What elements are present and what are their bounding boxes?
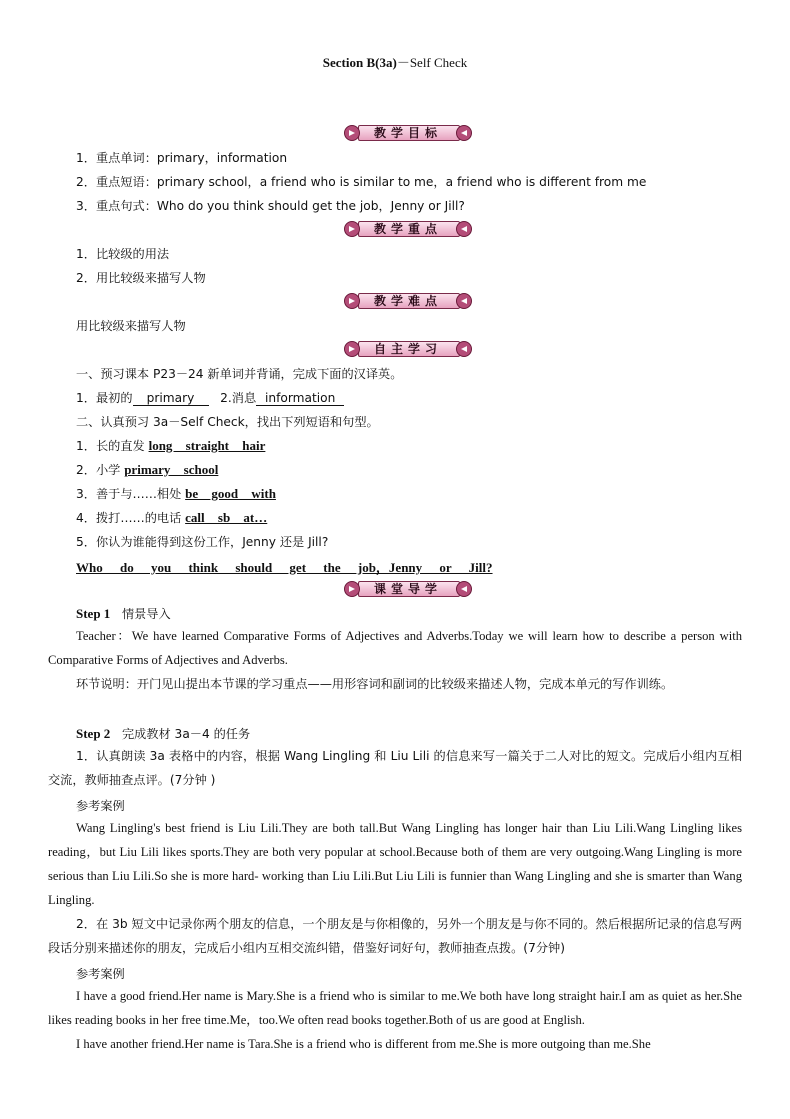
goal-1: 1．重点单词：primary，information	[76, 151, 288, 165]
goal-2: 2．重点短语：primary school，a friend who is similar to me，a friend who is different from me	[76, 175, 647, 189]
phrase-3	[76, 485, 276, 502]
difficulty-text: 用比较级来描写人物	[76, 319, 186, 333]
question-5: 5．你认为谁能得到这份工作，Jenny 还是 Jill?	[76, 535, 329, 549]
phrase-1	[76, 437, 265, 454]
banner-key-points	[344, 219, 472, 237]
vocab-2-answer: information	[256, 391, 344, 406]
title-bold: Section B(3a)	[322, 55, 397, 70]
phrase-2-label: 2．小学	[76, 463, 121, 477]
phrase-2-answer: primary school	[124, 462, 219, 477]
phrase-4	[76, 509, 267, 526]
ref1-label: 参考案例	[76, 799, 125, 813]
phrase-4-label: 4．拨打……的电话	[76, 511, 182, 525]
phrase-3-answer: be good with	[185, 486, 276, 501]
ref2-text-b: I have another friend.Her name is Tara.She is a friend who is different from me.She is more outgoing than me.She	[76, 1037, 651, 1051]
vocab-line	[76, 389, 344, 406]
banner-difficulties	[344, 291, 472, 309]
self-study-part1: 一、预习课本 P23－24 新单词并背诵，完成下面的汉译英。	[76, 367, 403, 381]
key-point-1: 1．比较级的用法	[76, 247, 170, 261]
vocab-1-answer: primary	[133, 391, 209, 406]
goal-3: 3．重点句式：Who do you think should get the job，Jenny or Jill?	[76, 199, 465, 213]
phrase-3-label: 3．善于与……相处	[76, 487, 182, 501]
ref1-text: Wang Lingling's best friend is Liu Lili.They are both tall.But Wang Lingling has longer hair than Liu Lili.Wang Lingling likes reading，but Liu Lili likes sports.They are both very popular at school.Because both of them are very outgoing.Wang Lingling is more serious than Liu Lili.So she is more hard- working than Liu Lili.But Liu Lili is funnier than Wang Lingling and she is smarter than Wang Lingling.	[48, 821, 743, 907]
ref2-text-a: I have a good friend.Her name is Mary.She is a friend who is similar to me.We both have long straight hair.I am as quiet as her.She likes reading books in her free time.Me，too.We often read books together.Both of us are good at English.	[48, 989, 742, 1027]
banner-self-study	[344, 339, 472, 357]
ref2-label: 参考案例	[76, 967, 125, 981]
banner-difficulties-label: 教学难点	[373, 294, 442, 308]
phrase-1-answer: long straight hair	[148, 438, 266, 453]
banner-goals-label: 教学目标	[373, 126, 442, 140]
banner-classroom	[344, 579, 472, 597]
question-5-answer: Who do you think should get the job，Jenny or Jill?	[76, 560, 493, 575]
step2-task2: 2．在 3b 短文中记录你两个朋友的信息，一个朋友是与你相像的，另外一个朋友是与你不同的。然后根据所记录的信息写两段话分别来描述你的朋友，完成后小组内互相交流纠错，借鉴好词好句，教师抽查点拨。(7分钟)	[48, 917, 742, 955]
self-study-part2: 二、认真预习 3a－Self Check，找出下列短语和句型。	[76, 415, 379, 429]
title-rest: －Self Check	[396, 55, 468, 70]
phrase-1-label: 1．长的直发	[76, 439, 145, 453]
key-point-2: 2．用比较级来描写人物	[76, 271, 206, 285]
banner-goals	[344, 123, 472, 141]
step1-note: 环节说明：开门见山提出本节课的学习重点——用形容词和副词的比较级来描述人物，完成本单元的写作训练。	[76, 677, 674, 691]
step2-heading: Step 2 完成教材 3a－4 的任务	[76, 726, 251, 741]
page-title	[0, 52, 790, 71]
banner-key-points-label: 教学重点	[373, 222, 442, 236]
phrase-4-answer: call sb at…	[185, 510, 268, 525]
step2-task1: 1．认真朗读 3a 表格中的内容，根据 Wang Lingling 和 Liu Lili 的信息来写一篇关于二人对比的短文。完成后小组内互相交流，教师抽查点评。(7分钟 )	[48, 749, 742, 787]
vocab-1-label: 1．最初的	[76, 391, 133, 405]
banner-self-study-label: 自主学习	[373, 342, 442, 356]
step1-teacher: Teacher：We have learned Comparative Forms of Adjectives and Adverbs.Today we will learn how to describe a person with Comparative Forms of Adjectives and Adverbs.	[48, 629, 742, 667]
vocab-2-label: 2.消息	[220, 391, 257, 405]
phrase-2	[76, 461, 218, 478]
step1-heading: Step 1 情景导入	[76, 606, 171, 621]
banner-classroom-label: 课堂导学	[373, 582, 442, 596]
